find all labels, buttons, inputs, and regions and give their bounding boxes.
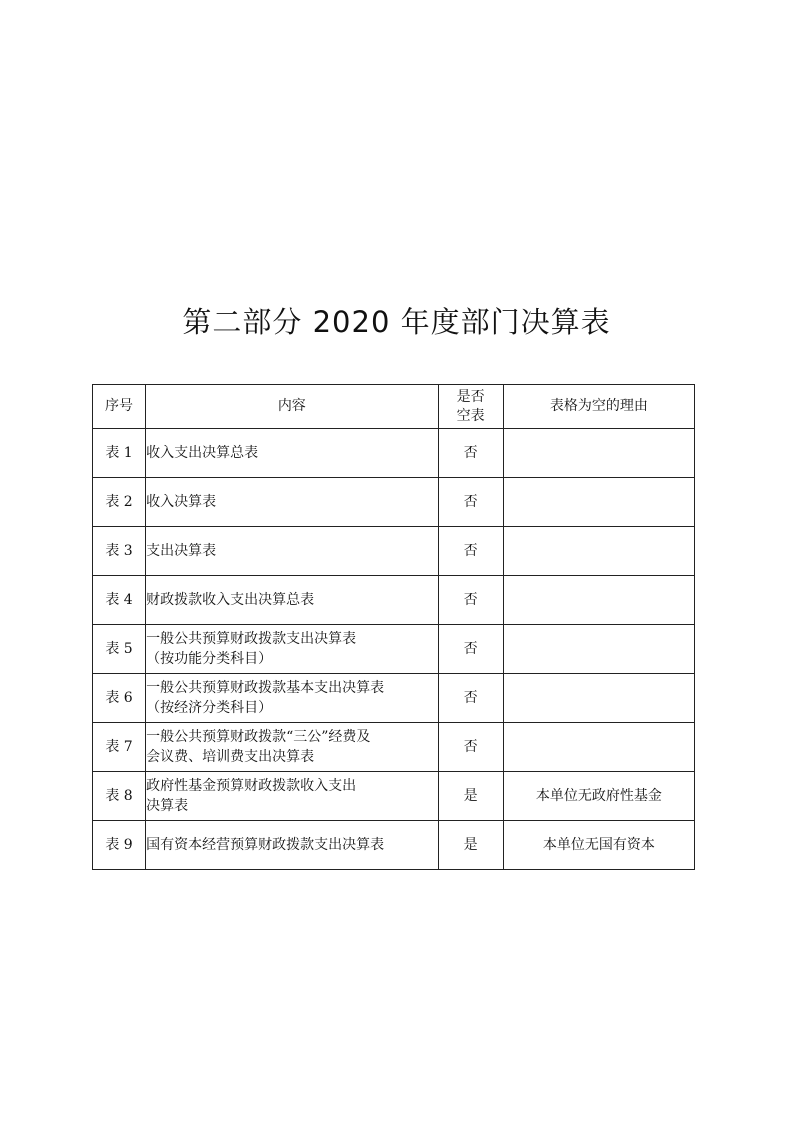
header-is-empty-line2: 空表 [456,407,485,424]
row-reason: 本单位无国有资本 [503,821,694,870]
table-row [93,429,695,478]
row-number: 表 4 [93,576,146,625]
row-content [146,674,438,723]
table-row [93,674,695,723]
budget-tables-index [92,384,695,870]
row-content-line: 一般公共预算财政拨款“三公”经费及 [146,729,371,745]
row-content [146,772,438,821]
table-body [93,429,695,870]
row-number: 表 6 [93,674,146,723]
table-row [93,478,695,527]
table-row [93,723,695,772]
header-is-empty-line1: 是否 [456,388,485,405]
row-content [146,723,438,772]
header-is-empty [438,385,503,429]
table-header-row [93,385,695,429]
row-content [146,429,438,478]
table-row [93,821,695,870]
row-is-empty: 否 [438,674,503,723]
table-row [93,772,695,821]
row-content-line: 一般公共预算财政拨款基本支出决算表 [146,680,385,696]
row-reason [503,674,694,723]
row-content-line: 政府性基金预算财政拨款收入支出 [146,778,357,794]
row-content [146,625,438,674]
table-row [93,625,695,674]
row-content-line: 决算表 [146,798,189,814]
row-reason [503,527,694,576]
row-reason [503,478,694,527]
row-content-line: （按经济分类科目） [146,700,273,716]
row-is-empty: 是 [438,772,503,821]
row-number: 表 5 [93,625,146,674]
row-content-line: 财政拨款收入支出决算总表 [146,592,315,608]
row-is-empty: 否 [438,478,503,527]
row-content [146,576,438,625]
row-reason [503,429,694,478]
header-reason: 表格为空的理由 [503,385,694,429]
row-content [146,821,438,870]
row-content-line: （按功能分类科目） [146,651,273,667]
row-is-empty: 否 [438,576,503,625]
page-title: 第二部分 2020 年度部门决算表 [182,305,611,339]
table-row [93,576,695,625]
row-content [146,527,438,576]
row-content-line: 收入决算表 [146,494,217,510]
table-row [93,527,695,576]
row-content-line: 会议费、培训费支出决算表 [146,749,315,765]
row-reason [503,576,694,625]
row-reason [503,625,694,674]
row-content-line: 国有资本经营预算财政拨款支出决算表 [146,837,385,853]
row-content-line: 支出决算表 [146,543,217,559]
row-number: 表 2 [93,478,146,527]
row-content-line: 一般公共预算财政拨款支出决算表 [146,631,357,647]
row-is-empty: 否 [438,625,503,674]
row-number: 表 3 [93,527,146,576]
row-content-line: 收入支出决算总表 [146,445,259,461]
row-is-empty: 否 [438,429,503,478]
row-number: 表 8 [93,772,146,821]
header-content: 内容 [146,385,438,429]
row-number: 表 9 [93,821,146,870]
row-reason: 本单位无政府性基金 [503,772,694,821]
row-is-empty: 是 [438,821,503,870]
row-is-empty: 否 [438,723,503,772]
header-no: 序号 [93,385,146,429]
row-is-empty: 否 [438,527,503,576]
row-content [146,478,438,527]
row-number: 表 1 [93,429,146,478]
row-number: 表 7 [93,723,146,772]
row-reason [503,723,694,772]
